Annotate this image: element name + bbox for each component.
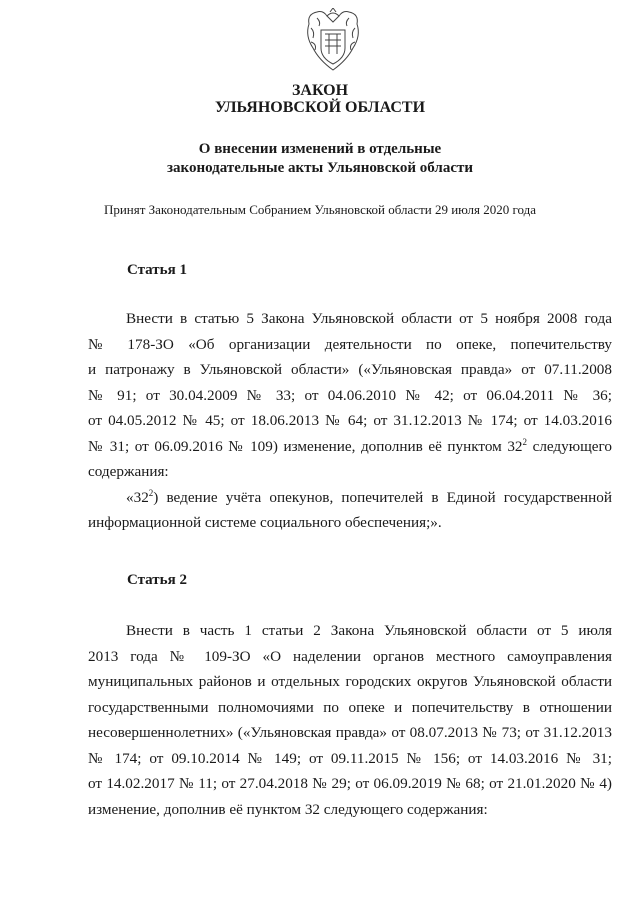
article-2-line: 2013 года № 109-ЗО «О наделении органов местного самоуправления	[88, 647, 612, 665]
coat-of-arms-emblem	[303, 8, 363, 74]
article-1-quote-line: информационной системе социального обеспечения;».	[88, 514, 442, 531]
article-2-line: Внести в часть 1 статьи 2 Закона Ульяновской области от 5 июля	[126, 622, 612, 639]
article-1-text	[88, 306, 612, 536]
article-2-line: от 14.02.2017 № 11; от 27.04.2018 № 29; от 06.09.2019 № 68; от 21.01.2020 № 4)	[88, 775, 612, 792]
article-1-line: № 91; от 30.04.2009 № 33; от 04.06.2010 № 42; от 06.04.2011 № 36;	[88, 386, 612, 404]
article-1-line: Внести в статью 5 Закона Ульяновской области от 5 ноября 2008 года	[126, 310, 612, 327]
article-2-line: муниципальных районов и отдельных городских округов Ульяновской области	[88, 673, 612, 690]
law-subject-line-2: законодательные акты Ульяновской области	[166, 160, 474, 176]
article-1-line: № 31; от 06.09.2016 № 109) изменение, дополнив её пунктом $32^2$ следующего	[88, 436, 612, 455]
article-1-line: и патронажу в Ульяновской области» («Ульяновская правда» от 07.11.2008	[88, 361, 612, 378]
article-2-text	[88, 618, 612, 822]
article-2-heading: Статья 2	[127, 572, 187, 588]
article-1-line: содержания:	[88, 463, 169, 480]
article-1-line: № 178-ЗО «Об организации деятельности по опеке, попечительству	[88, 335, 612, 353]
law-title: ЗАКОН	[291, 82, 349, 99]
region-title: УЛЬЯНОВСКОЙ ОБЛАСТИ	[214, 99, 426, 116]
article-2-line: изменение, дополнив её пунктом 32 следующего содержания:	[88, 800, 488, 818]
article-1-heading: Статья 1	[127, 262, 187, 278]
article-1-line: от 04.05.2012 № 45; от 18.06.2013 № 64; от 31.12.2013 № 174; от 14.03.2016	[88, 412, 612, 429]
law-subject-line-1: О внесении изменений в отдельные	[198, 141, 442, 157]
adoption-note: Принят Законодательным Собранием Ульяновской области 29 июля 2020 года	[103, 202, 537, 217]
article-2-line: несовершеннолетних» («Ульяновская правда» от 08.07.2013 № 73; от 31.12.2013	[88, 724, 612, 741]
article-2-line: государственными полномочиями по опеке и попечительству в отношении	[88, 698, 612, 716]
article-1-quote-line: «$32^2$) ведение учёта опекунов, попечителей в Единой государственной	[126, 487, 612, 506]
article-2-line: № 174; от 09.10.2014 № 149; от 09.11.2015 № 156; от 14.03.2016 № 31;	[88, 749, 612, 767]
